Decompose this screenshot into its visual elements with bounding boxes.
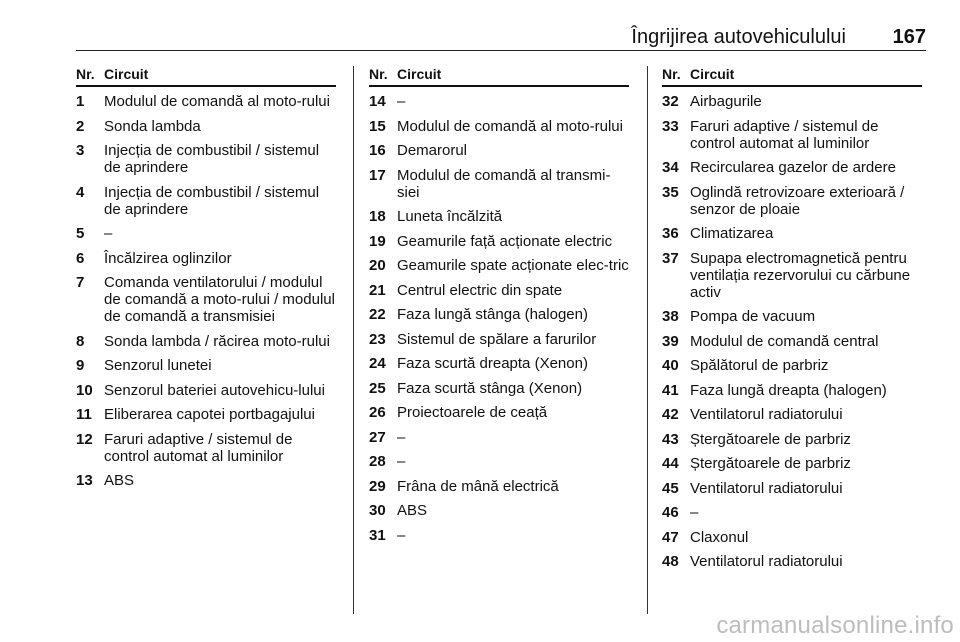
table-rows [369,93,629,544]
table-row [369,331,629,348]
table-header [76,66,336,87]
fuse-number: 39 [662,332,679,350]
fuse-number: 42 [662,406,679,423]
fuse-number: 8 [76,332,85,350]
table-row [369,233,629,250]
fuse-number: 32 [662,93,679,110]
fuse-number: 5 [76,225,85,242]
circuit-name: Supapa electromagnetică pentru ventilația rezervorului cu cărbune activ [690,249,911,301]
fuse-number: 44 [662,455,679,472]
fuse-table-column-2 [369,66,629,551]
table-row [662,357,922,374]
circuit-name: Sistemul de spălare a farurilor [397,330,597,348]
circuit-name: Faza lungă stânga (halogen) [397,306,588,323]
circuit-name: – [104,225,113,242]
fuse-number: 29 [369,477,386,495]
circuit-name: Injecția de combustibil / sistemul de aprindere [104,183,320,218]
circuit-name: Faruri adaptive / sistemul de control automat al luminilor [104,430,293,465]
circuit-name: Modulul de comandă al moto-rului [397,117,623,135]
circuit-name: Claxonul [690,528,749,546]
fuse-number: 11 [76,406,92,423]
fuse-number: 28 [369,453,386,470]
circuit-name: Pompa de vacuum [690,308,816,325]
fuse-number: 46 [662,504,679,521]
circuit-name: – [397,526,406,544]
circuit-name: Injecția de combustibil / sistemul de aprindere [104,142,320,176]
fuse-number: 27 [369,428,386,446]
fuse-number: 3 [76,142,85,159]
circuit-name: Ștergătoarele de parbriz [690,455,851,472]
table-row [369,355,629,372]
circuit-name: Ventilatorul radiatorului [690,553,843,570]
page-number: 167 [892,26,926,48]
table-row [76,274,336,325]
table-row [76,472,336,489]
table-row [662,225,922,242]
table-row [662,93,922,110]
circuit-name: Proiectoarele de ceață [397,404,548,421]
table-row [76,93,336,110]
fuse-number: 22 [369,306,386,323]
table-row [662,553,922,570]
table-row [369,380,629,397]
table-row [662,431,922,448]
table-row [76,118,336,135]
fuse-number: 26 [369,404,386,421]
fuse-number: 25 [369,379,386,397]
fuse-number: 10 [76,381,93,399]
table-row [76,382,336,399]
table-row [369,502,629,519]
table-row [662,504,922,521]
circuit-name: ABS [397,502,428,519]
fuse-number: 16 [369,142,386,159]
table-row [662,308,922,325]
table-row [662,159,922,176]
fuse-number: 48 [662,553,679,570]
circuit-name: Faza lungă dreapta (halogen) [690,381,887,399]
fuse-number: 18 [369,208,386,225]
circuit-name: Geamurile spate acționate elec-tric [397,257,629,274]
fuse-number: 43 [662,430,679,448]
fuse-number: 37 [662,249,679,267]
fuse-number: 31 [369,526,386,544]
fuse-number: 23 [369,330,386,348]
circuit-name: Modulul de comandă central [690,332,879,350]
table-rows [662,93,922,570]
watermark: carmanualsonline.info [716,612,954,639]
fuse-number: 19 [369,232,386,250]
circuit-name: Demarorul [397,142,468,159]
fuse-table-column-3 [662,66,922,578]
page-header [76,22,926,50]
circuit-name: Eliberarea capotei portbagajului [104,406,315,423]
table-row [662,333,922,350]
header-nr: Nr. [662,66,681,82]
table-row [76,184,336,218]
fuse-number: 20 [369,257,386,274]
header-nr: Nr. [369,66,388,82]
table-row [662,184,922,218]
fuse-number: 7 [76,274,85,291]
table-row [662,250,922,301]
table-row [662,406,922,423]
table-row [76,225,336,242]
fuse-number: 40 [662,357,679,374]
table-header [369,66,629,87]
circuit-name: Spălătorul de parbriz [690,357,829,374]
circuit-name: Recircularea gazelor de ardere [690,159,896,176]
circuit-name: Oglindă retrovizoare exterioară / senzor de ploaie [690,183,905,218]
circuit-name: Climatizarea [690,225,774,242]
table-row [662,529,922,546]
table-row [662,382,922,399]
fuse-number: 2 [76,117,85,135]
table-row [76,431,336,465]
table-row [369,142,629,159]
fuse-number: 30 [369,502,386,519]
table-row [76,142,336,176]
circuit-name: Ventilatorul radiatorului [690,406,843,423]
fuse-number: 1 [76,93,85,110]
fuse-number: 4 [76,183,85,201]
fuse-number: 17 [369,166,386,184]
table-row [369,118,629,135]
table-row [76,406,336,423]
circuit-name: Luneta încălzită [397,208,503,225]
table-row [369,282,629,299]
column-divider [647,66,648,614]
table-row [369,527,629,544]
circuit-name: – [690,504,699,521]
circuit-name: – [397,453,406,470]
fuse-number: 13 [76,472,93,489]
circuit-name: Airbagurile [690,93,762,110]
fuse-number: 9 [76,357,85,374]
table-row [369,306,629,323]
table-row [369,257,629,274]
circuit-name: ABS [104,472,135,489]
fuse-table-column-1 [76,66,336,497]
table-row [369,93,629,110]
fuse-number: 35 [662,183,679,201]
circuit-name: Centrul electric din spate [397,281,563,299]
circuit-name: Comanda ventilatorului / modulul de comandă a moto-rului / modulul de comandă a transmisiei [104,274,335,325]
circuit-name: – [397,428,406,446]
table-row [369,167,629,201]
table-row [369,404,629,421]
table-row [662,118,922,152]
fuse-number: 21 [369,281,386,299]
table-row [662,455,922,472]
table-row [76,357,336,374]
table-row [369,208,629,225]
header-nr: Nr. [76,66,95,82]
fuse-number: 47 [662,528,679,546]
circuit-name: Sonda lambda [104,117,201,135]
table-row [369,478,629,495]
fuse-number: 33 [662,117,679,135]
table-rows [76,93,336,489]
circuit-name: – [397,93,406,110]
column-divider [353,66,354,614]
fuse-number: 45 [662,479,679,497]
circuit-name: Senzorul lunetei [104,357,212,374]
table-row [369,453,629,470]
fuse-number: 24 [369,355,386,372]
circuit-name: Ventilatorul radiatorului [690,479,843,497]
fuse-number: 6 [76,249,85,267]
fuse-number: 36 [662,225,679,242]
table-row [76,250,336,267]
circuit-name: Sonda lambda / răcirea moto-rului [104,332,330,350]
table-row [662,480,922,497]
circuit-name: Modulul de comandă al transmi-siei [397,166,611,201]
fuse-number: 12 [76,430,93,448]
circuit-name: Ștergătoarele de parbriz [690,430,851,448]
circuit-name: Senzorul bateriei autovehicu-lului [104,381,325,399]
table-header [662,66,922,87]
fuse-number: 14 [369,93,386,110]
fuse-number: 34 [662,159,679,176]
circuit-name: Faza scurtă stânga (Xenon) [397,379,583,397]
header-rule [76,50,926,51]
circuit-name: Încălzirea oglinzilor [104,249,232,267]
circuit-name: Frâna de mână electrică [397,477,559,495]
header-circuit: Circuit [690,66,735,82]
header-circuit: Circuit [397,66,442,82]
fuse-number: 38 [662,308,679,325]
fuse-number: 15 [369,117,386,135]
circuit-name: Faza scurtă dreapta (Xenon) [397,355,588,372]
circuit-name: Faruri adaptive / sistemul de control automat al luminilor [690,117,879,152]
header-circuit: Circuit [104,66,149,82]
fuse-number: 41 [662,381,679,399]
page-title: Îngrijirea autovehiculului [631,26,846,48]
circuit-name: Geamurile față acționate electric [397,232,613,250]
table-row [369,429,629,446]
table-row [76,333,336,350]
circuit-name: Modulul de comandă al moto-rului [104,93,330,110]
